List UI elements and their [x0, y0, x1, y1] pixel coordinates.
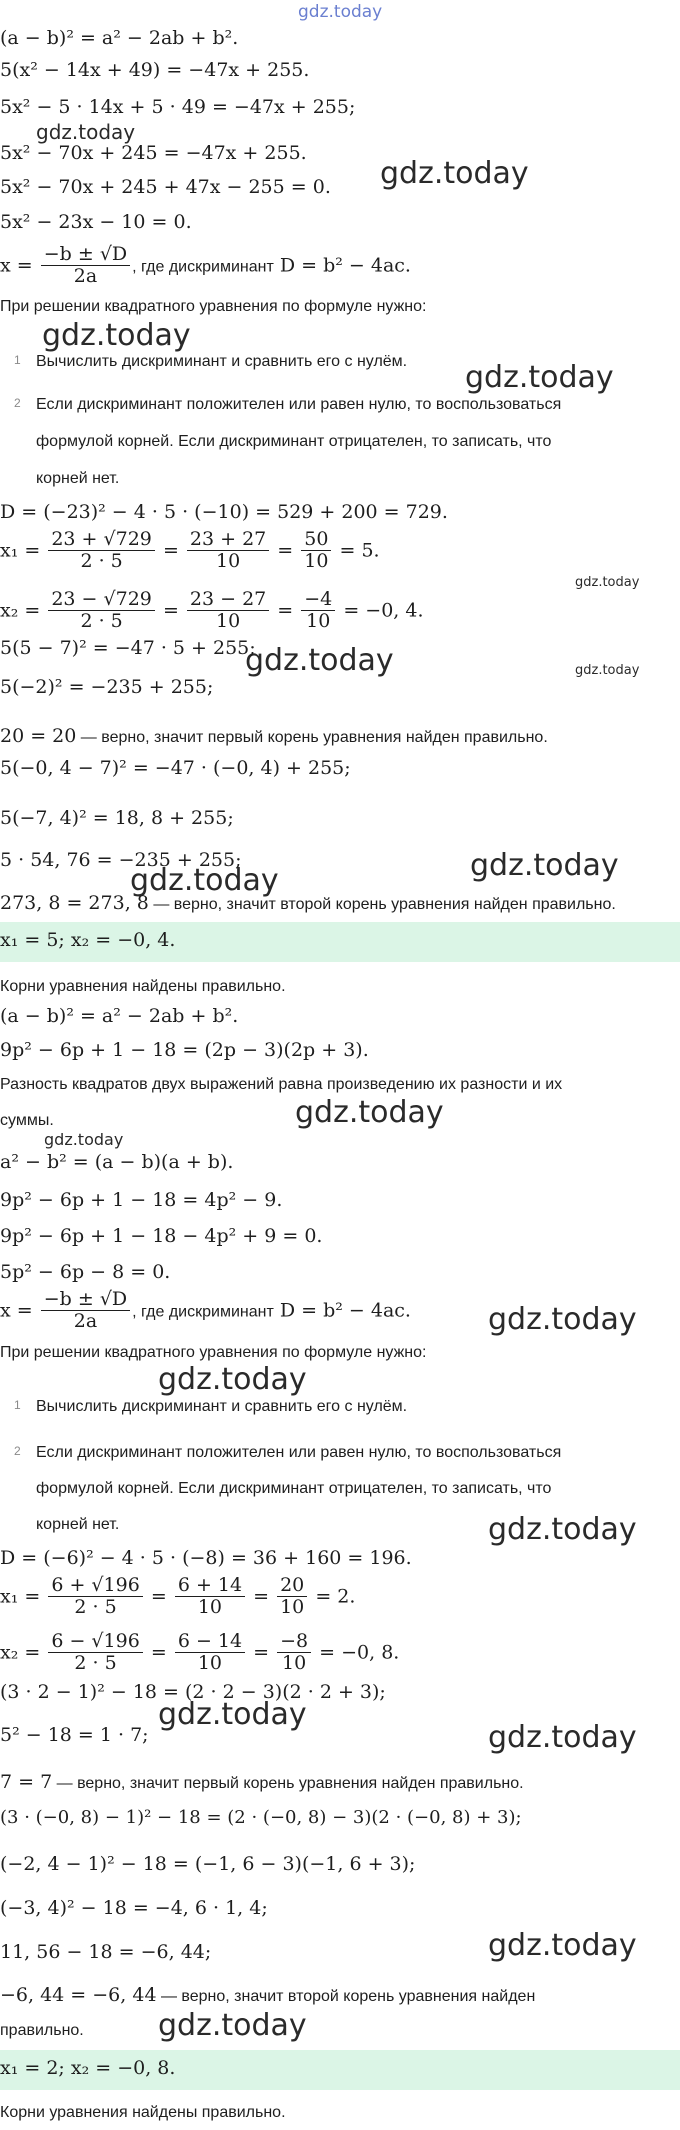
equation-line: 5x² − 5 · 14x + 5 · 49 = −47x + 255;: [0, 96, 356, 118]
watermark: gdz.today: [575, 575, 640, 590]
equation-line: 9p² − 6p + 1 − 18 = 4p² − 9.: [0, 1189, 283, 1211]
conclusion: Корни уравнения найдены правильно.: [0, 978, 286, 995]
watermark: gdz.today: [298, 2, 383, 22]
check-line: 11, 56 − 18 = −6, 44;: [0, 1941, 212, 1963]
watermark: gdz.today: [130, 863, 279, 898]
roots-fraction: $\frac{-b \pm √D}{2a}$: [41, 245, 130, 288]
check-verdict: 20 = 20 — верно, значит первый корень уравнения найден правильно.: [0, 725, 548, 747]
watermark: gdz.today: [158, 1697, 307, 1732]
watermark: gdz.today: [380, 156, 529, 191]
conclusion: Корни уравнения найдены правильно.: [0, 2104, 286, 2121]
equation-line: 9p² − 6p + 1 − 18 = (2p − 3)(2p + 3).: [0, 1039, 369, 1061]
equation-line: 5p² − 6p − 8 = 0.: [0, 1261, 171, 1283]
instruction-intro: При решении квадратного уравнения по формуле нужно:: [0, 1344, 427, 1361]
answer: x₁ = 2; x₂ = −0, 8.: [0, 2057, 176, 2079]
watermark: gdz.today: [42, 318, 191, 353]
answer-box: [0, 2050, 680, 2090]
watermark: gdz.today: [44, 1130, 124, 1149]
watermark: gdz.today: [158, 1362, 307, 1397]
watermark: gdz.today: [488, 1720, 637, 1755]
check-verdict-continuation: правильно.: [0, 2022, 84, 2039]
roots-formula: x = $\frac{-b \pm √D}{2a}$ , где дискриминант D = b² − 4ac.: [0, 243, 411, 287]
check-line: 5(−7, 4)² = 18, 8 + 255;: [0, 807, 234, 829]
root-x2-calc: x₂ = $\frac{23 - √729}{2 \cdot 5}$ = $\frac{23 - 27}{10}$ = $\frac{-4}{10}$ = −0, 4.: [0, 588, 424, 632]
check-line: (3 · (−0, 8) − 1)² − 18 = (2 · (−0, 8) − 3)(2 · (−0, 8) + 3);: [0, 1807, 522, 1828]
discriminant-calc: D = (−6)² − 4 · 5 · (−8) = 36 + 160 = 196.: [0, 1547, 412, 1569]
watermark: gdz.today: [295, 1095, 444, 1130]
check-line: (3 · 2 − 1)² − 18 = (2 · 2 − 3)(2 · 2 + 3);: [0, 1681, 386, 1703]
check-verdict: 7 = 7 — верно, значит первый корень уравнения найден правильно.: [0, 1771, 524, 1793]
watermark: gdz.today: [36, 120, 136, 144]
rule-text: Разность квадратов двух выражений равна произведению их разности и их: [0, 1076, 563, 1093]
watermark: gdz.today: [245, 643, 394, 678]
equation-line: 5(x² − 14x + 49) = −47x + 255.: [0, 59, 310, 81]
root-x2-calc: x₂ = $\frac{6 - √196}{2 \cdot 5}$ = $\frac{6 - 14}{10}$ = $\frac{-8}{10}$ = −0, 8.: [0, 1630, 400, 1674]
formula-square-of-difference: (a − b)² = a² − 2ab + b².: [0, 27, 239, 49]
check-line: 5² − 18 = 1 · 7;: [0, 1724, 149, 1746]
answer: x₁ = 5; x₂ = −0, 4.: [0, 929, 176, 951]
watermark: gdz.today: [575, 663, 640, 678]
check-line: 5(−0, 4 − 7)² = −47 · (−0, 4) + 255;: [0, 757, 351, 779]
formula-difference-of-squares: a² − b² = (a − b)(a + b).: [0, 1151, 234, 1173]
instruction-intro: При решении квадратного уравнения по формуле нужно:: [0, 298, 427, 315]
watermark: gdz.today: [158, 2008, 307, 2043]
check-line: (−2, 4 − 1)² − 18 = (−1, 6 − 3)(−1, 6 + 3);: [0, 1853, 416, 1875]
watermark: gdz.today: [488, 1302, 637, 1337]
equation-line: 5x² − 23x − 10 = 0.: [0, 211, 192, 233]
check-line: 5(5 − 7)² = −47 · 5 + 255;: [0, 637, 256, 659]
check-verdict: −6, 44 = −6, 44 — верно, значит второй корень уравнения найден: [0, 1984, 536, 2006]
watermark: gdz.today: [488, 1512, 637, 1547]
check-line: (−3, 4)² − 18 = −4, 6 · 1, 4;: [0, 1897, 268, 1919]
watermark: gdz.today: [488, 1928, 637, 1963]
rule-text: суммы.: [0, 1112, 54, 1129]
answer-box: [0, 922, 680, 962]
watermark: gdz.today: [470, 848, 619, 883]
watermark: gdz.today: [465, 360, 614, 395]
discriminant-calc: D = (−23)² − 4 · 5 · (−10) = 529 + 200 = 729.: [0, 501, 448, 523]
check-line: 5(−2)² = −235 + 255;: [0, 676, 214, 698]
root-x1-calc: x₁ = $\frac{6 + √196}{2 \cdot 5}$ = $\frac{6 + 14}{10}$ = $\frac{20}{10}$ = 2.: [0, 1574, 356, 1618]
check-line: 5 · 54, 76 = −235 + 255;: [0, 849, 242, 871]
formula-square-of-difference: (a − b)² = a² − 2ab + b².: [0, 1005, 239, 1027]
roots-fraction: $\frac{-b \pm √D}{2a}$: [41, 1290, 130, 1333]
equation-line: 5x² − 70x + 245 + 47x − 255 = 0.: [0, 176, 331, 198]
check-verdict: 273, 8 = 273, 8 — верно, значит второй корень уравнения найден правильно.: [0, 892, 616, 914]
root-x1-calc: x₁ = $\frac{23 + √729}{2 \cdot 5}$ = $\frac{23 + 27}{10}$ = $\frac{50}{10}$ = 5.: [0, 528, 380, 572]
equation-line: 9p² − 6p + 1 − 18 − 4p² + 9 = 0.: [0, 1225, 323, 1247]
equation-line: 5x² − 70x + 245 = −47x + 255.: [0, 142, 307, 164]
roots-formula: x = $\frac{-b \pm √D}{2a}$ , где дискриминант D = b² − 4ac.: [0, 1288, 411, 1332]
